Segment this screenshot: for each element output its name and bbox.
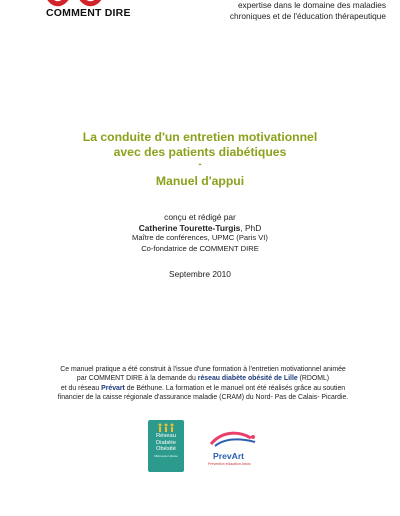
description-line-1: Ce manuel pratique a été construit à l'issue d'une formation à l'entretien motivationnel animée [60, 366, 346, 373]
description-paragraph [44, 365, 362, 403]
people-icon [155, 423, 177, 432]
description-line-2 [44, 374, 362, 383]
description-text: (RDOML) [297, 375, 330, 383]
document-title [0, 130, 400, 160]
author-role-2: Co-fondatrice de COMMENT DIRE [141, 243, 259, 253]
prevart-logo-name: PrevArt [213, 451, 245, 461]
document-subtitle: Manuel d'appui [155, 174, 245, 188]
rdoml-name: réseau diabète obésité de Lille [197, 375, 298, 383]
rdo-word: Réseau [156, 433, 176, 439]
tagline-line: chroniques et de l'éducation thérapeutique [229, 10, 386, 21]
rdo-word: Obésité [156, 446, 176, 453]
reseau-diabete-obesite-logo [148, 420, 184, 472]
author-role-1: Maître de conférences, UPMC (Paris VI) [132, 233, 268, 242]
title-line-1: La conduite d'un entretien motivationnel [82, 130, 318, 144]
publication-date: Septembre 2010 [169, 269, 231, 279]
rdo-word: Diabète [156, 439, 176, 446]
description-line-4: financier de la caisse régionale d'assurance maladie (CRAM) du Nord- Pas de Calais- Picardie. [57, 394, 349, 402]
title-separator: - [198, 159, 202, 170]
author-degree: , PhD [240, 222, 262, 233]
author-line [0, 223, 400, 234]
comment-dire-logo-text: COMMENT DIRE [46, 7, 131, 19]
description-text: de Béthune. La formation et le manuel ont été réalisés grâce au soutien [124, 384, 346, 392]
author-name: Catherine Tourette-Turgis [138, 222, 241, 233]
prevart-logo-tagline: Prévention éducation Artois [208, 462, 251, 466]
prevart-mention: Prévart [101, 384, 125, 392]
description-text: par COMMENT DIRE à la demande du [76, 375, 198, 383]
header-tagline [196, 0, 386, 21]
rdo-logo-text [156, 433, 176, 453]
title-line-2: avec des patients diabétiques [113, 145, 287, 159]
description-line-3 [44, 384, 362, 393]
authoring-intro: conçu et rédigé par [164, 212, 236, 222]
rdo-logo-subtext: Métropole Lilloise [154, 453, 178, 458]
description-text: et du réseau [60, 384, 102, 392]
authoring-block [0, 212, 400, 254]
tagline-line: expertise dans le domaine des maladies [237, 0, 386, 10]
